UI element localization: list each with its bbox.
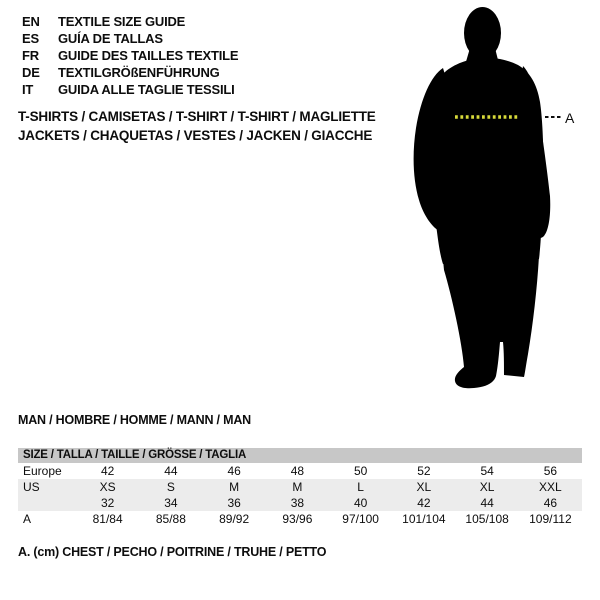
table-cell: 89/92 [219, 512, 250, 526]
table-cell: 42 [417, 496, 431, 510]
table-cell: 81/84 [92, 512, 123, 526]
table-cell: 46 [543, 496, 558, 510]
table-cell: XL [479, 480, 495, 494]
lang-label: GUIDA ALLE TAGLIE TESSILI [58, 82, 235, 97]
table-cell: 56 [543, 464, 558, 478]
table-cell: 48 [290, 464, 305, 478]
lang-row-fr [22, 47, 238, 64]
table-cell: 85/88 [155, 512, 186, 526]
table-cell: 109/112 [529, 512, 572, 526]
table-row-us [18, 479, 582, 495]
table-cell: 97/100 [342, 512, 379, 526]
row-label: Europe [23, 464, 62, 478]
table-cell: XS [99, 480, 116, 494]
table-cell: 101/104 [402, 512, 446, 526]
lang-label: TEXTILGRÖßENFÜHRUNG [58, 65, 220, 80]
lang-row-es [22, 30, 238, 47]
row-label: US [23, 480, 40, 494]
man-caption: MAN / HOMBRE / HOMME / MANN / MAN [18, 413, 251, 427]
row-label: A [23, 512, 32, 526]
category-line-tshirts: T-SHIRTS / CAMISETAS / T-SHIRT / T-SHIRT / MAGLIETTE [18, 109, 376, 124]
table-cell: L [357, 480, 364, 494]
man-silhouette-icon [405, 2, 575, 392]
table-row-numeric [18, 495, 582, 511]
lang-label: GUÍA DE TALLAS [58, 31, 163, 46]
table-cell: 36 [227, 496, 241, 510]
table-cell: 44 [164, 464, 178, 478]
table-cell: 46 [227, 464, 241, 478]
lang-row-it [22, 81, 238, 98]
table-cell: XL [416, 480, 432, 494]
lang-code: IT [22, 82, 34, 97]
lang-label: GUIDE DES TAILLES TEXTILE [58, 48, 239, 63]
table-cell: S [166, 480, 175, 494]
man-silhouette-figure [405, 2, 575, 392]
table-row-chest-a [18, 511, 582, 527]
table-cell: 93/96 [282, 512, 313, 526]
lang-code: FR [22, 48, 39, 63]
table-cell: M [229, 480, 240, 494]
table-cell: 42 [100, 464, 115, 478]
lang-row-de [22, 64, 238, 81]
man-silhouette-body [414, 7, 551, 388]
row-label [18, 495, 76, 511]
category-line-jackets: JACKETS / CHAQUETAS / VESTES / JACKEN / GIACCHE [18, 128, 373, 143]
table-cell: 50 [353, 464, 368, 478]
table-cell: 54 [480, 464, 494, 478]
table-cell: 34 [164, 496, 178, 510]
product-categories [18, 107, 376, 145]
lang-row-en [22, 13, 238, 30]
table-cell: XXL [539, 480, 562, 494]
table-cell: 38 [290, 496, 305, 510]
size-table-header: SIZE / TALLA / TAILLE / GRÖSSE / TAGLIA [18, 448, 582, 463]
lang-code: DE [22, 65, 40, 80]
lang-label: TEXTILE SIZE GUIDE [58, 14, 186, 29]
table-cell: 32 [100, 496, 115, 510]
size-table [18, 448, 582, 527]
table-cell: 105/108 [465, 512, 509, 526]
measure-label-a: A [565, 110, 575, 126]
lang-code: EN [22, 14, 40, 29]
table-cell: M [292, 480, 303, 494]
lang-code: ES [22, 31, 39, 46]
table-cell: 40 [353, 496, 368, 510]
table-row-europe [18, 463, 582, 479]
measurement-footnote: A. (cm) CHEST / PECHO / POITRINE / TRUHE / PETTO [18, 545, 327, 559]
table-cell: 44 [480, 496, 494, 510]
table-cell: 52 [417, 464, 431, 478]
language-list [22, 13, 238, 98]
